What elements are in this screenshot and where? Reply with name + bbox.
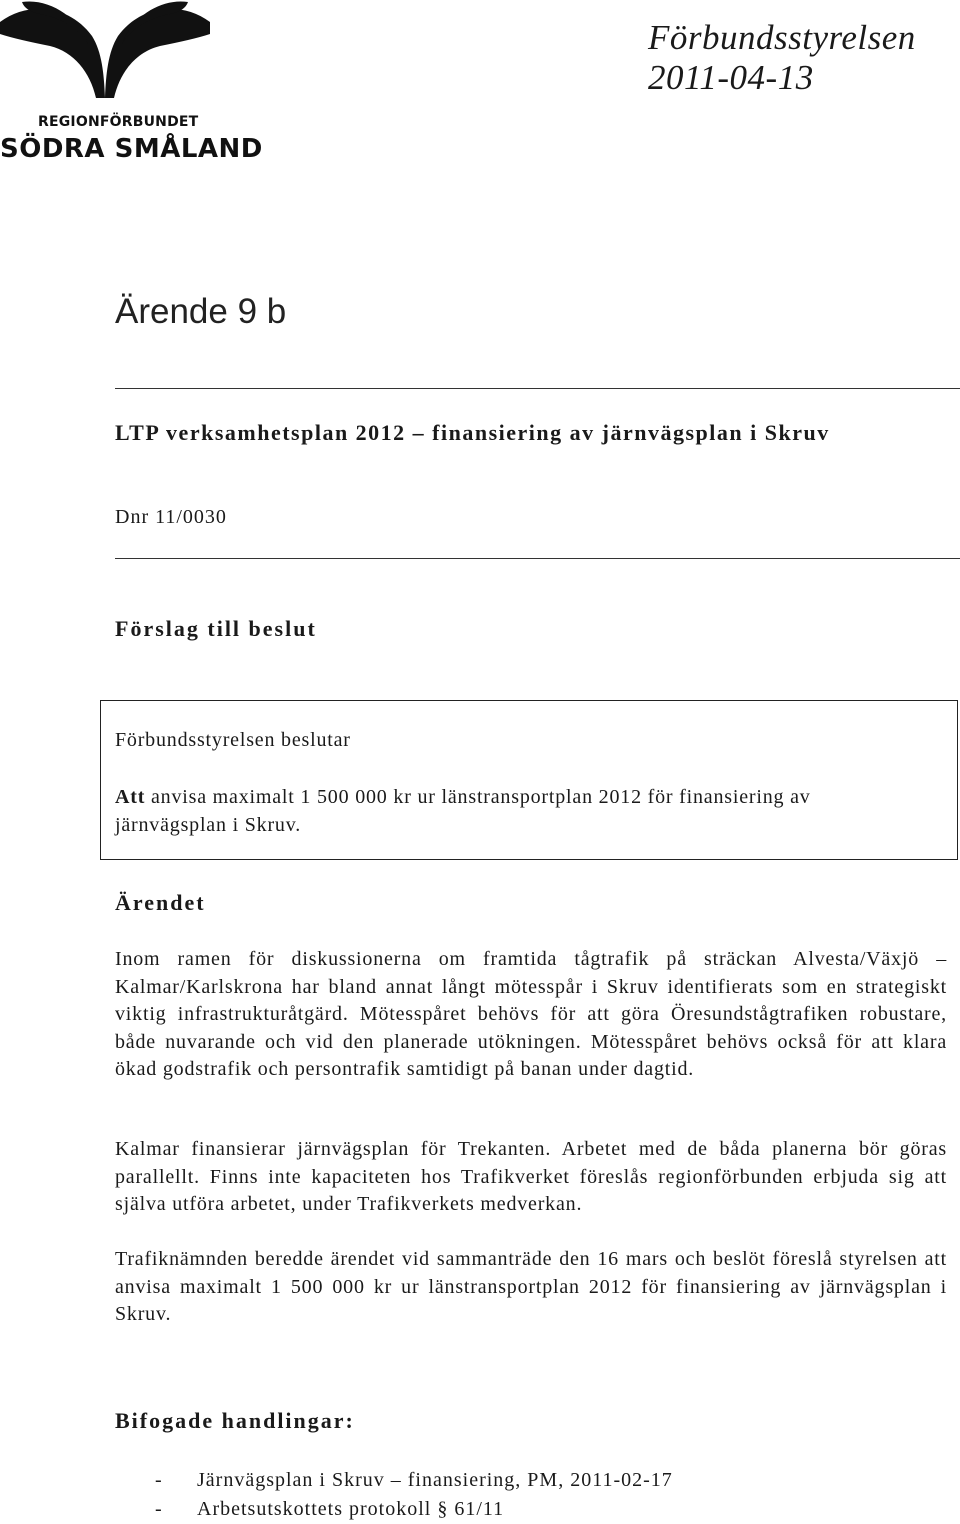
matter-paragraph: Trafiknämnden beredde ärendet vid sammanträde den 16 mars och beslöt föreslå styrelsen att anvisa maximalt 1 500 000 kr ur länstransportplan 2012 för finansiering av järnvägsplan i Skruv.	[115, 1248, 947, 1325]
decision-body: anvisa maximalt 1 500 000 kr ur länstransportplan 2012 för finansiering av järnvägsplan i Skruv.	[115, 786, 811, 836]
att-word: Att	[115, 786, 146, 808]
divider	[115, 558, 960, 559]
decision-intro: Förbundsstyrelsen beslutar	[115, 729, 351, 751]
matter-paragraph: Kalmar finansierar järnvägsplan för Trekanten. Arbetet med de båda planerna bör göras parallellt. Finns inte kapaciteten hos Trafikverket föreslås regionförbunden erbjuda sig att själva utföra arbetet, under Trafikverkets medverkan.	[115, 1138, 947, 1215]
header-org: Förbundsstyrelsen	[648, 18, 916, 57]
logo	[0, 0, 263, 170]
decision-box	[100, 700, 958, 860]
attachments-list	[155, 1466, 673, 1524]
list-item: - Arbetsutskottets protokoll § 61/11	[155, 1495, 673, 1524]
logo-text-line1: REGIONFÖRBUNDET	[38, 114, 199, 130]
logo-emblem-icon	[0, 0, 220, 112]
decision-text	[115, 783, 915, 839]
matter-heading: Ärendet	[115, 890, 206, 915]
list-item: - Järnvägsplan i Skruv – finansiering, PM, 2011-02-17	[155, 1466, 673, 1495]
attachments-heading: Bifogade handlingar:	[115, 1408, 355, 1433]
reference-number: Dnr 11/0030	[115, 506, 227, 528]
page-title: Ärende 9 b	[115, 292, 287, 331]
logo-text-line2: SÖDRA SMÅLAND	[0, 134, 263, 164]
subject-heading: LTP verksamhetsplan 2012 – finansiering av järnvägsplan i Skruv	[115, 420, 830, 445]
proposal-heading: Förslag till beslut	[115, 616, 317, 641]
header-date: 2011-04-13	[648, 58, 814, 97]
header-meta	[648, 18, 916, 98]
matter-paragraph: Inom ramen för diskussionerna om framtida tågtrafik på sträckan Alvesta/Växjö – Kalmar/Karlskrona har bland annat långt mötesspår i Skruv identifierats som en strategiskt viktig infrastrukturåtgärd. Mötesspåret behövs för att göra Öresundstågtrafiken robustare, både nuvarande och vid den planerade utökningen. Mötesspåret behövs också för att klara ökad godstrafik och persontrafik samtidigt på banan under dagtid.	[115, 948, 947, 1080]
divider	[115, 388, 960, 389]
